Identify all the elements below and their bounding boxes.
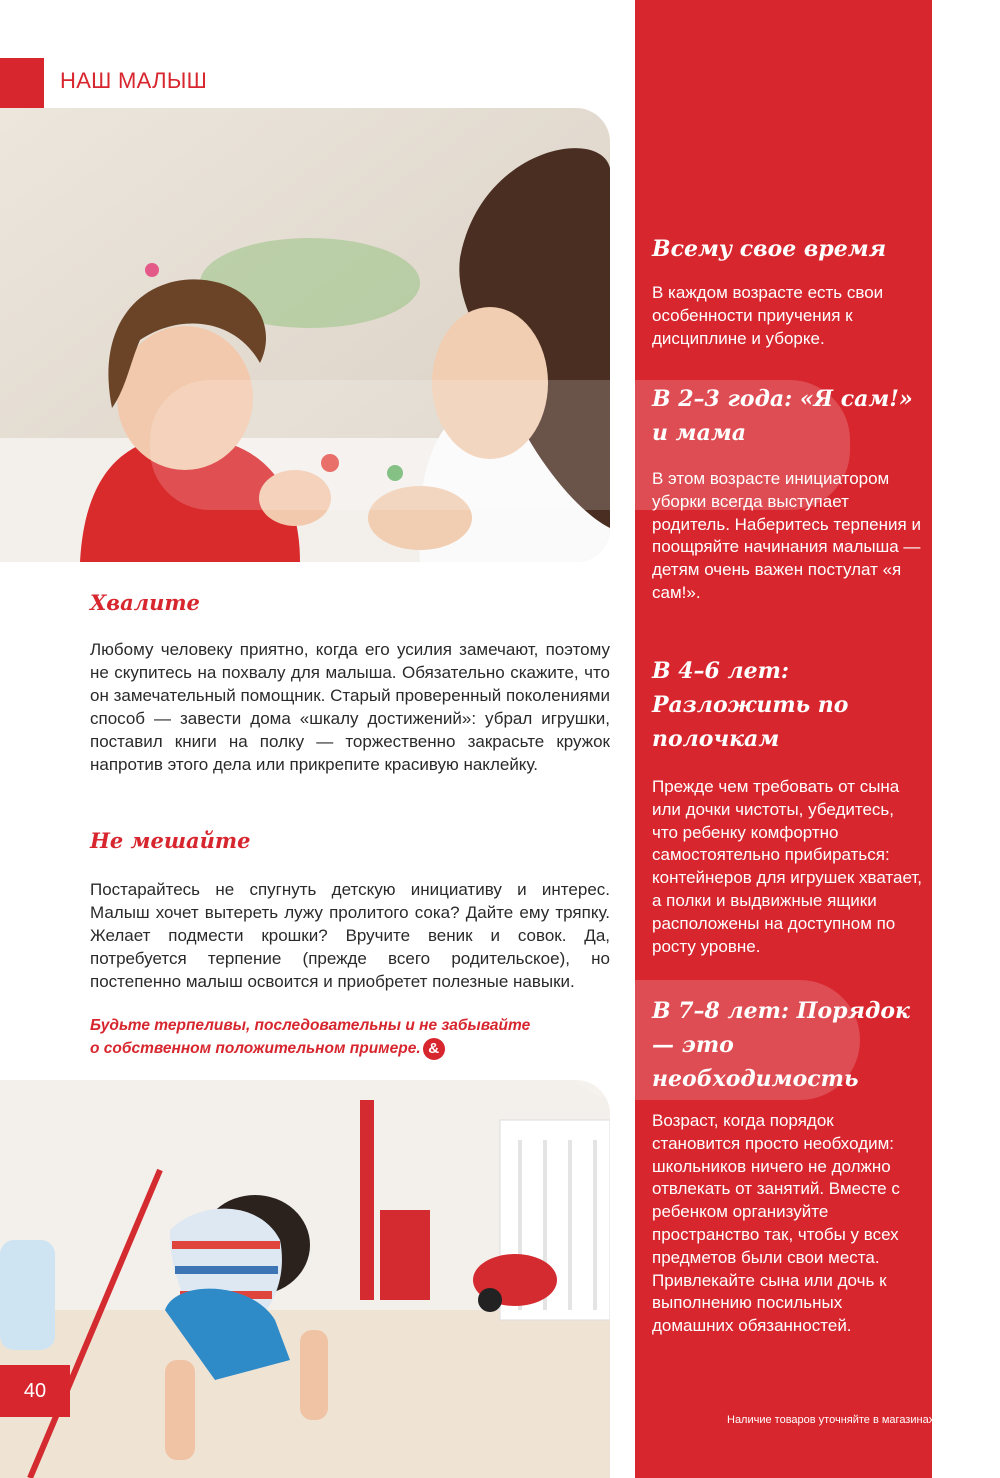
ampersand-icon: & [423,1038,445,1060]
sidebar-heading-1: Всему свое время [652,236,887,262]
dont-disturb-text: Постарайтесь не спугнуть детскую инициативу и интерес. Малыш хочет вытереть лужу пролитого сока? Дайте ему тряпку. Желает подмести крошки? Вручите веник и совок. Да, потребуется терпение (прежде всего родительское), но постепенно малыш освоится и приобретет полезные навыки. [90,880,610,991]
sidebar-section-1 [652,232,922,350]
dont-disturb-section [90,828,610,853]
praise-body [90,638,610,776]
dont-disturb-body [90,878,610,993]
praise-text: Любому человеку приятно, когда его усилия замечают, поэтому не скупитесь на похвалу для малыша. Обязательно скажите, что он замечательный помощник. Старый проверенный поколениями способ — завести дома «шкалу достижений»: убрал игрушки, поставил книги на полку — торжественно закрасьте кружок напротив этого дела или прикрепите красивую наклейку. [90,640,610,774]
dont-disturb-heading: Не мешайте [90,828,251,853]
sidebar-text-3: Прежде чем требовать от сына или дочки чистоты, убедитесь, что ребенку комфортно самостоятельно прибираться: контейнеров для игрушек хватает, а полки и выдвижные ящики расположены на доступном по росту уровне. [652,777,922,956]
sidebar-section-3 [652,654,922,958]
sidebar-heading-4: В 7–8 лет: Порядок — это необходимость [652,998,910,1092]
praise-heading: Хвалите [90,590,200,615]
praise-section [90,590,610,615]
sidebar-text-4: Возраст, когда порядок становится просто необходим: школьников ничего не должно отвлекать от занятий. Вместе с ребенком организуйте пространство так, чтобы у всех предметов были свои места. Привлекайте сына или дочь к выполнению посильных домашних обязанностей. [652,1111,900,1336]
sidebar-heading-3: В 4–6 лет: Разложить по полочкам [652,658,849,752]
tip-line-1: Будьте терпеливы, последовательны и не забывайте [90,1017,531,1034]
section-label: НАШ МАЛЫШ [60,68,208,93]
section-color-marker [0,58,44,108]
sidebar-text-2: В этом возрасте инициатором уборки всегда выступает родитель. Наберитесь терпения и поощряйте начинания малыша — детям очень важен постулат «я сам!». [652,469,921,602]
page-margin [932,0,1000,1478]
tip-callout [90,1014,590,1060]
photo-child-cleaning [0,1080,610,1478]
sidebar-section-2 [652,382,922,605]
sidebar-heading-2: В 2–3 года: «Я сам!» и мама [652,386,913,446]
footer-note: Наличие товаров уточняйте в магазинах [727,1414,935,1426]
page-number: 40 [23,1380,47,1402]
sidebar-section-4 [652,994,922,1338]
sidebar-text-1: В каждом возрасте есть свои особенности приучения к дисциплине и уборке. [652,283,884,348]
tip-line-2: о собственном положительном примере. [90,1040,421,1057]
